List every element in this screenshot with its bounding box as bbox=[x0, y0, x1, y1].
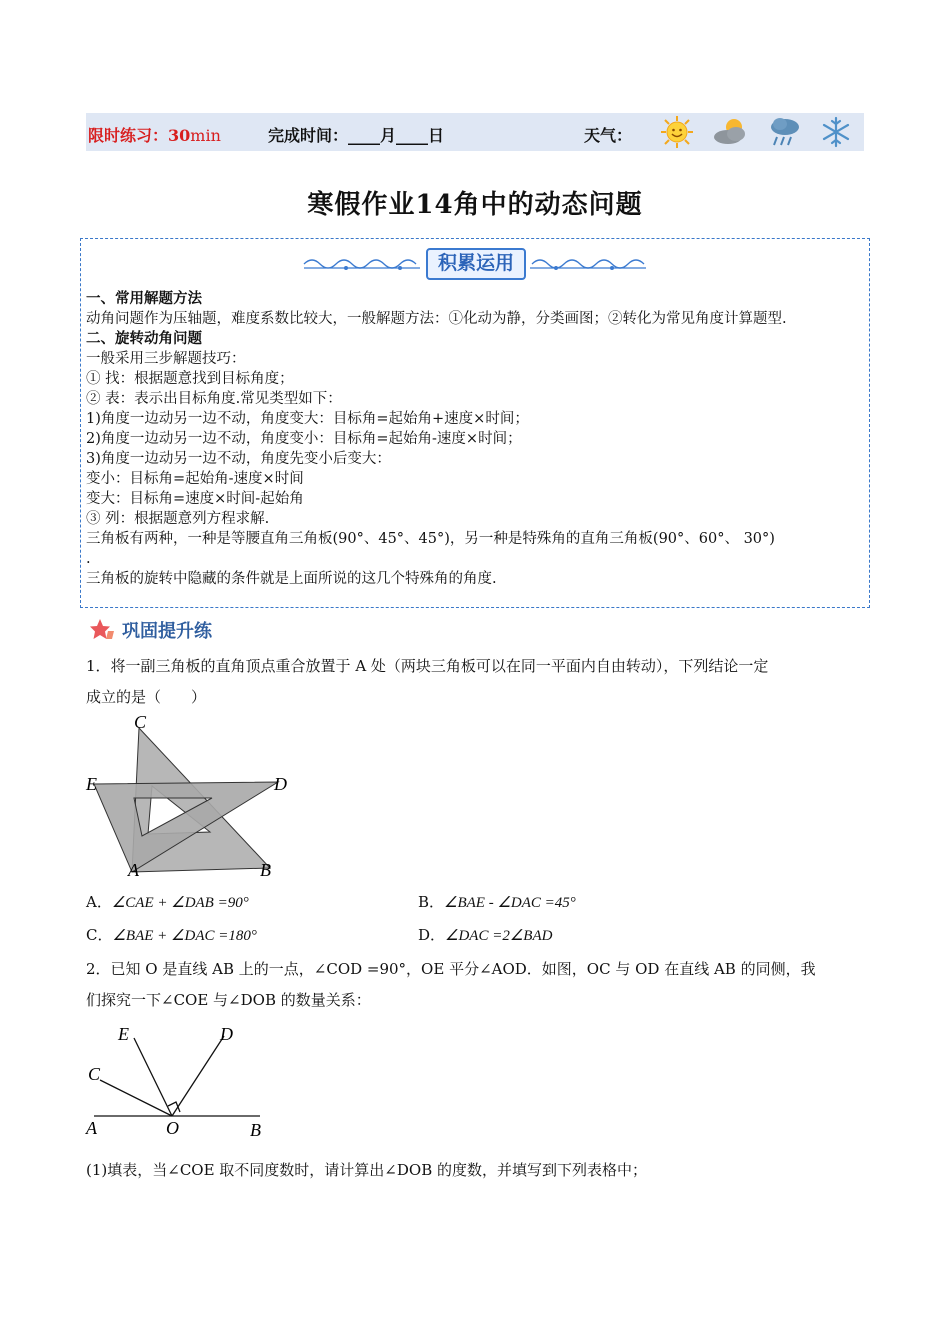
time-limit-label: 限时练习： bbox=[88, 126, 169, 145]
q1-label-c: C bbox=[134, 712, 147, 732]
option-text: ∠CAE + ∠DAB =90° bbox=[111, 895, 249, 911]
q2-figure bbox=[82, 1020, 282, 1142]
partly-cloudy-icon bbox=[712, 115, 750, 149]
content-line: 2)角度一边动另一边不动，角度变小：目标角=起始角-速度×时间； bbox=[86, 431, 522, 447]
rain-icon bbox=[768, 115, 802, 149]
q1-option-c[interactable] bbox=[86, 924, 257, 945]
time-limit bbox=[88, 123, 221, 146]
q1-line2: 成立的是（ ） bbox=[86, 688, 207, 706]
option-text: ∠BAE - ∠DAC =45° bbox=[444, 895, 576, 911]
content-line: 三角板的旋转中隐藏的条件就是上面所说的这几个特殊角的角度. bbox=[86, 571, 497, 587]
q1-label-a: A bbox=[128, 860, 139, 880]
content-line: ① 找：根据题意找到目标角度； bbox=[86, 371, 294, 387]
heading-rotation: 二、旋转动角问题 bbox=[86, 330, 202, 347]
snowflake-icon bbox=[820, 115, 852, 149]
q1-figure bbox=[82, 712, 302, 884]
q2-label-e: E bbox=[118, 1024, 129, 1044]
header-bar bbox=[86, 113, 864, 151]
weather-label: 天气： bbox=[584, 126, 633, 145]
option-key: A． bbox=[86, 893, 112, 911]
q2-line2: 们探究一下∠COE 与∠DOB 的数量关系： bbox=[86, 991, 371, 1009]
question-1 bbox=[86, 652, 866, 711]
q1-label-e: E bbox=[86, 774, 97, 794]
content-line: 1)角度一边动另一边不动，角度变大：目标角=起始角+速度×时间； bbox=[86, 411, 529, 427]
time-limit-unit: min bbox=[190, 126, 221, 145]
content-line: 一般采用三步解题技巧： bbox=[86, 351, 246, 367]
q1-option-d[interactable] bbox=[418, 924, 552, 945]
time-limit-value: 30 bbox=[168, 126, 191, 145]
methods-paragraph: 动角问题作为压轴题，难度系数比较大，一般解题方法：①化动为静，分类画图；②转化为常见角度计算题型. bbox=[86, 311, 787, 327]
option-key: D． bbox=[418, 926, 446, 944]
q2-label-d: D bbox=[220, 1024, 233, 1044]
section-heading bbox=[88, 616, 212, 644]
q1-label-d: D bbox=[274, 774, 287, 794]
content-line: 3)角度一边动另一边不动，角度先变小后变大： bbox=[86, 451, 391, 467]
finish-time: 完成时间：____月____日 bbox=[268, 126, 445, 145]
banner-label: 积累运用 bbox=[426, 248, 526, 280]
option-text: ∠BAE + ∠DAC =180° bbox=[112, 928, 257, 944]
content-line: . bbox=[86, 551, 91, 567]
section-title: 巩固提升练 bbox=[122, 621, 212, 642]
q2-label-a: A bbox=[86, 1118, 97, 1138]
q2-sub1: (1)填表，当∠COE 取不同度数时，请计算出∠DOB 的度数，并填写到下列表格中； bbox=[86, 1161, 647, 1179]
weather-icons bbox=[660, 115, 852, 149]
content-line: 变大：目标角=速度×时间-起始角 bbox=[86, 491, 304, 507]
option-key: C． bbox=[86, 926, 113, 944]
sun-icon bbox=[660, 115, 694, 149]
heading-methods: 一、常用解题方法 bbox=[86, 290, 202, 307]
option-text: ∠DAC =2∠BAD bbox=[445, 928, 553, 944]
content-line: ③ 列：根据题意列方程求解. bbox=[86, 511, 270, 527]
content-line: 变小：目标角=起始角-速度×时间 bbox=[86, 471, 304, 487]
content-line: ② 表：表示出目标角度.常见类型如下： bbox=[86, 391, 342, 407]
question-2 bbox=[86, 955, 866, 1014]
star-icon bbox=[88, 617, 116, 643]
knowledge-banner bbox=[300, 244, 650, 280]
page-title: 寒假作业14角中的动态问题 bbox=[307, 190, 643, 220]
option-key: B． bbox=[418, 893, 445, 911]
q1-option-a[interactable] bbox=[86, 891, 249, 912]
knowledge-content bbox=[86, 289, 862, 589]
q2-label-b: B bbox=[250, 1120, 261, 1140]
content-line: 三角板有两种，一种是等腰直角三角板(90°、45°、45°)，另一种是特殊角的直角三角板(90°、60°、 30°) bbox=[86, 531, 775, 547]
q1-option-b[interactable] bbox=[418, 891, 576, 912]
q2-label-o: O bbox=[166, 1118, 179, 1138]
q1-label-b: B bbox=[260, 860, 271, 880]
q1-line1: 1．将一副三角板的直角顶点重合放置于 A 处（两块三角板可以在同一平面内自由转动），下列结论一定 bbox=[86, 657, 769, 675]
q2-label-c: C bbox=[88, 1064, 101, 1084]
q2-line1: 2．已知 O 是直线 AB 上的一点，∠COD =90°，OE 平分∠AOD．如图，OC 与 OD 在直线 AB 的同侧，我 bbox=[86, 960, 816, 978]
